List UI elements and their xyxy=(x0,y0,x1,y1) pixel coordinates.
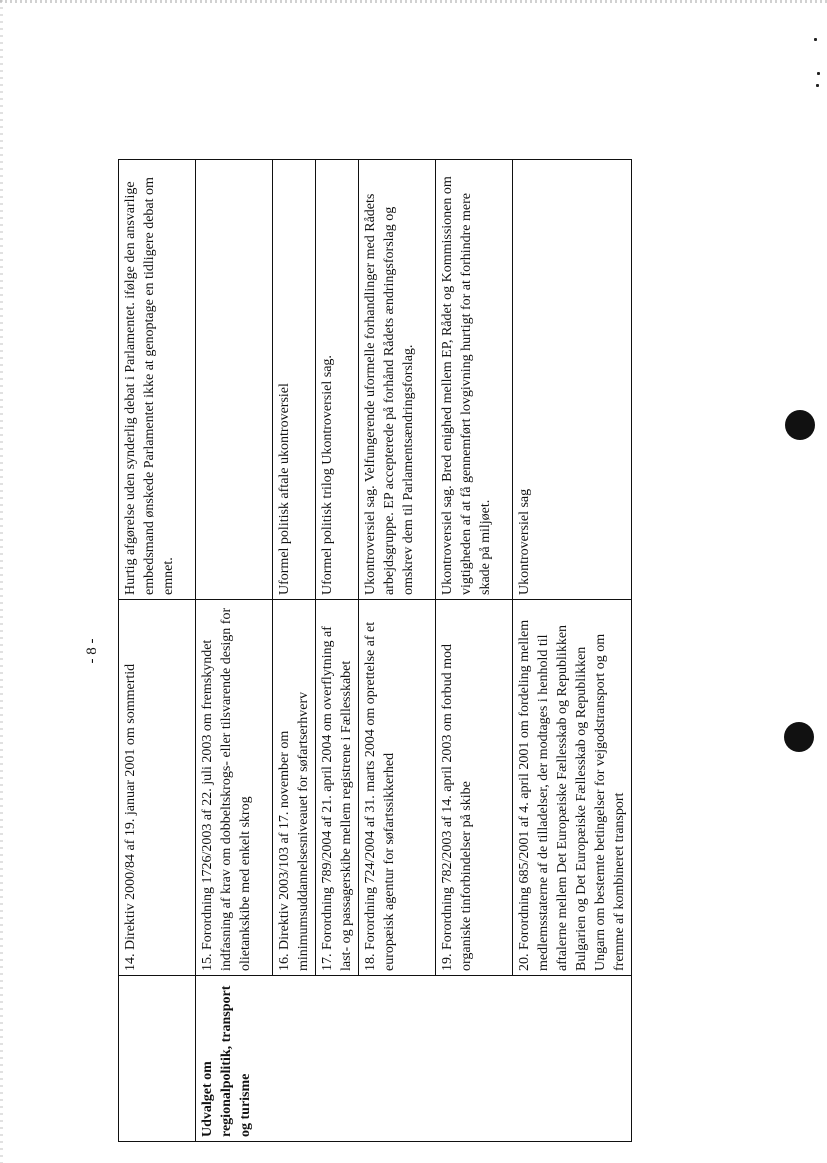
committee-cell-empty xyxy=(119,976,196,1142)
scan-edge-left xyxy=(0,0,3,1163)
margin-mark xyxy=(816,84,819,87)
table-row xyxy=(119,160,196,1142)
table-row xyxy=(196,160,273,1142)
punch-hole-mark-lower xyxy=(784,722,814,752)
committee-table xyxy=(118,159,632,1142)
margin-mark xyxy=(814,38,817,41)
note-cell: Ukontroversiel sag. Bred enighed mellem EP, Rådet og Kommissionen om vigtigheden af at få gennemført lovgivning hurtigt for at forhindre mere skade på miljøet. xyxy=(436,160,513,600)
punch-hole-mark-upper xyxy=(785,410,815,440)
margin-mark xyxy=(817,72,820,75)
act-cell: 17. Forordning 789/2004 af 21. april 2004 om overflytning af last- og passagerskibe mellem registrene i Fællesskabet xyxy=(316,600,359,976)
act-cell: 18. Forordning 724/2004 af 31. marts 2004 om oprettelse af et europæisk agentur for søfartssikkerhed xyxy=(359,600,436,976)
act-cell: 15. Forordning 1726/2003 af 22. juli 2003 om fremskyndet indfasning af krav om dobbeltskrogs- eller tilsvarende design for olietankskibe med enkelt skrog xyxy=(196,600,273,976)
note-cell: Ukontroversiel sag xyxy=(513,160,632,600)
note-cell: Ukontroversiel sag. Velfungerende uformelle forhandlinger med Rådets arbejdsgruppe. EP accepterede på forhånd Rådets ændringsforslag og omskrev dem til Parlamentsændringsforslag. xyxy=(359,160,436,600)
act-cell: 20. Forordning 685/2001 af 4. april 2001 om fordeling mellem medlemsstaterne af de tilladelser, der modtages i henhold til aftalerne mellem Det Europæiske Fællesskab og Republikken Bulgarien og Det Europæiske Fællesskab og Republikken Ungarn om bestemte betingelser for vejgodstransport og om fremme af kombineret transport xyxy=(513,600,632,976)
note-cell xyxy=(196,160,273,600)
act-cell: 16. Direktiv 2003/103 af 17. november om minimumsuddannelsesniveauet for søfartserhverv xyxy=(273,600,316,976)
note-cell: Uformel politisk trilog Ukontroversiel sag. xyxy=(316,160,359,600)
page-number: - 8 - xyxy=(84,638,100,664)
scan-edge-top xyxy=(0,0,827,3)
note-cell: Hurtig afgørelse uden synderlig debat i Parlamentet. ifølge den ansvarlige embedsmand ønskede Parlamentet ikke at genoptage en tidligere debat om emnet. xyxy=(119,160,196,600)
rotated-page-content xyxy=(84,160,627,1142)
act-cell: 19. Forordning 782/2003 af 14. april 2003 om forbud mod organiske tinforbindelser på skibe xyxy=(436,600,513,976)
note-cell: Uformel politisk aftale ukontroversiel xyxy=(273,160,316,600)
committee-cell: Udvalget om regionalpolitik, transport og turisme xyxy=(196,976,632,1142)
act-cell: 14. Direktiv 2000/84 af 19. januar 2001 om sommertid xyxy=(119,600,196,976)
